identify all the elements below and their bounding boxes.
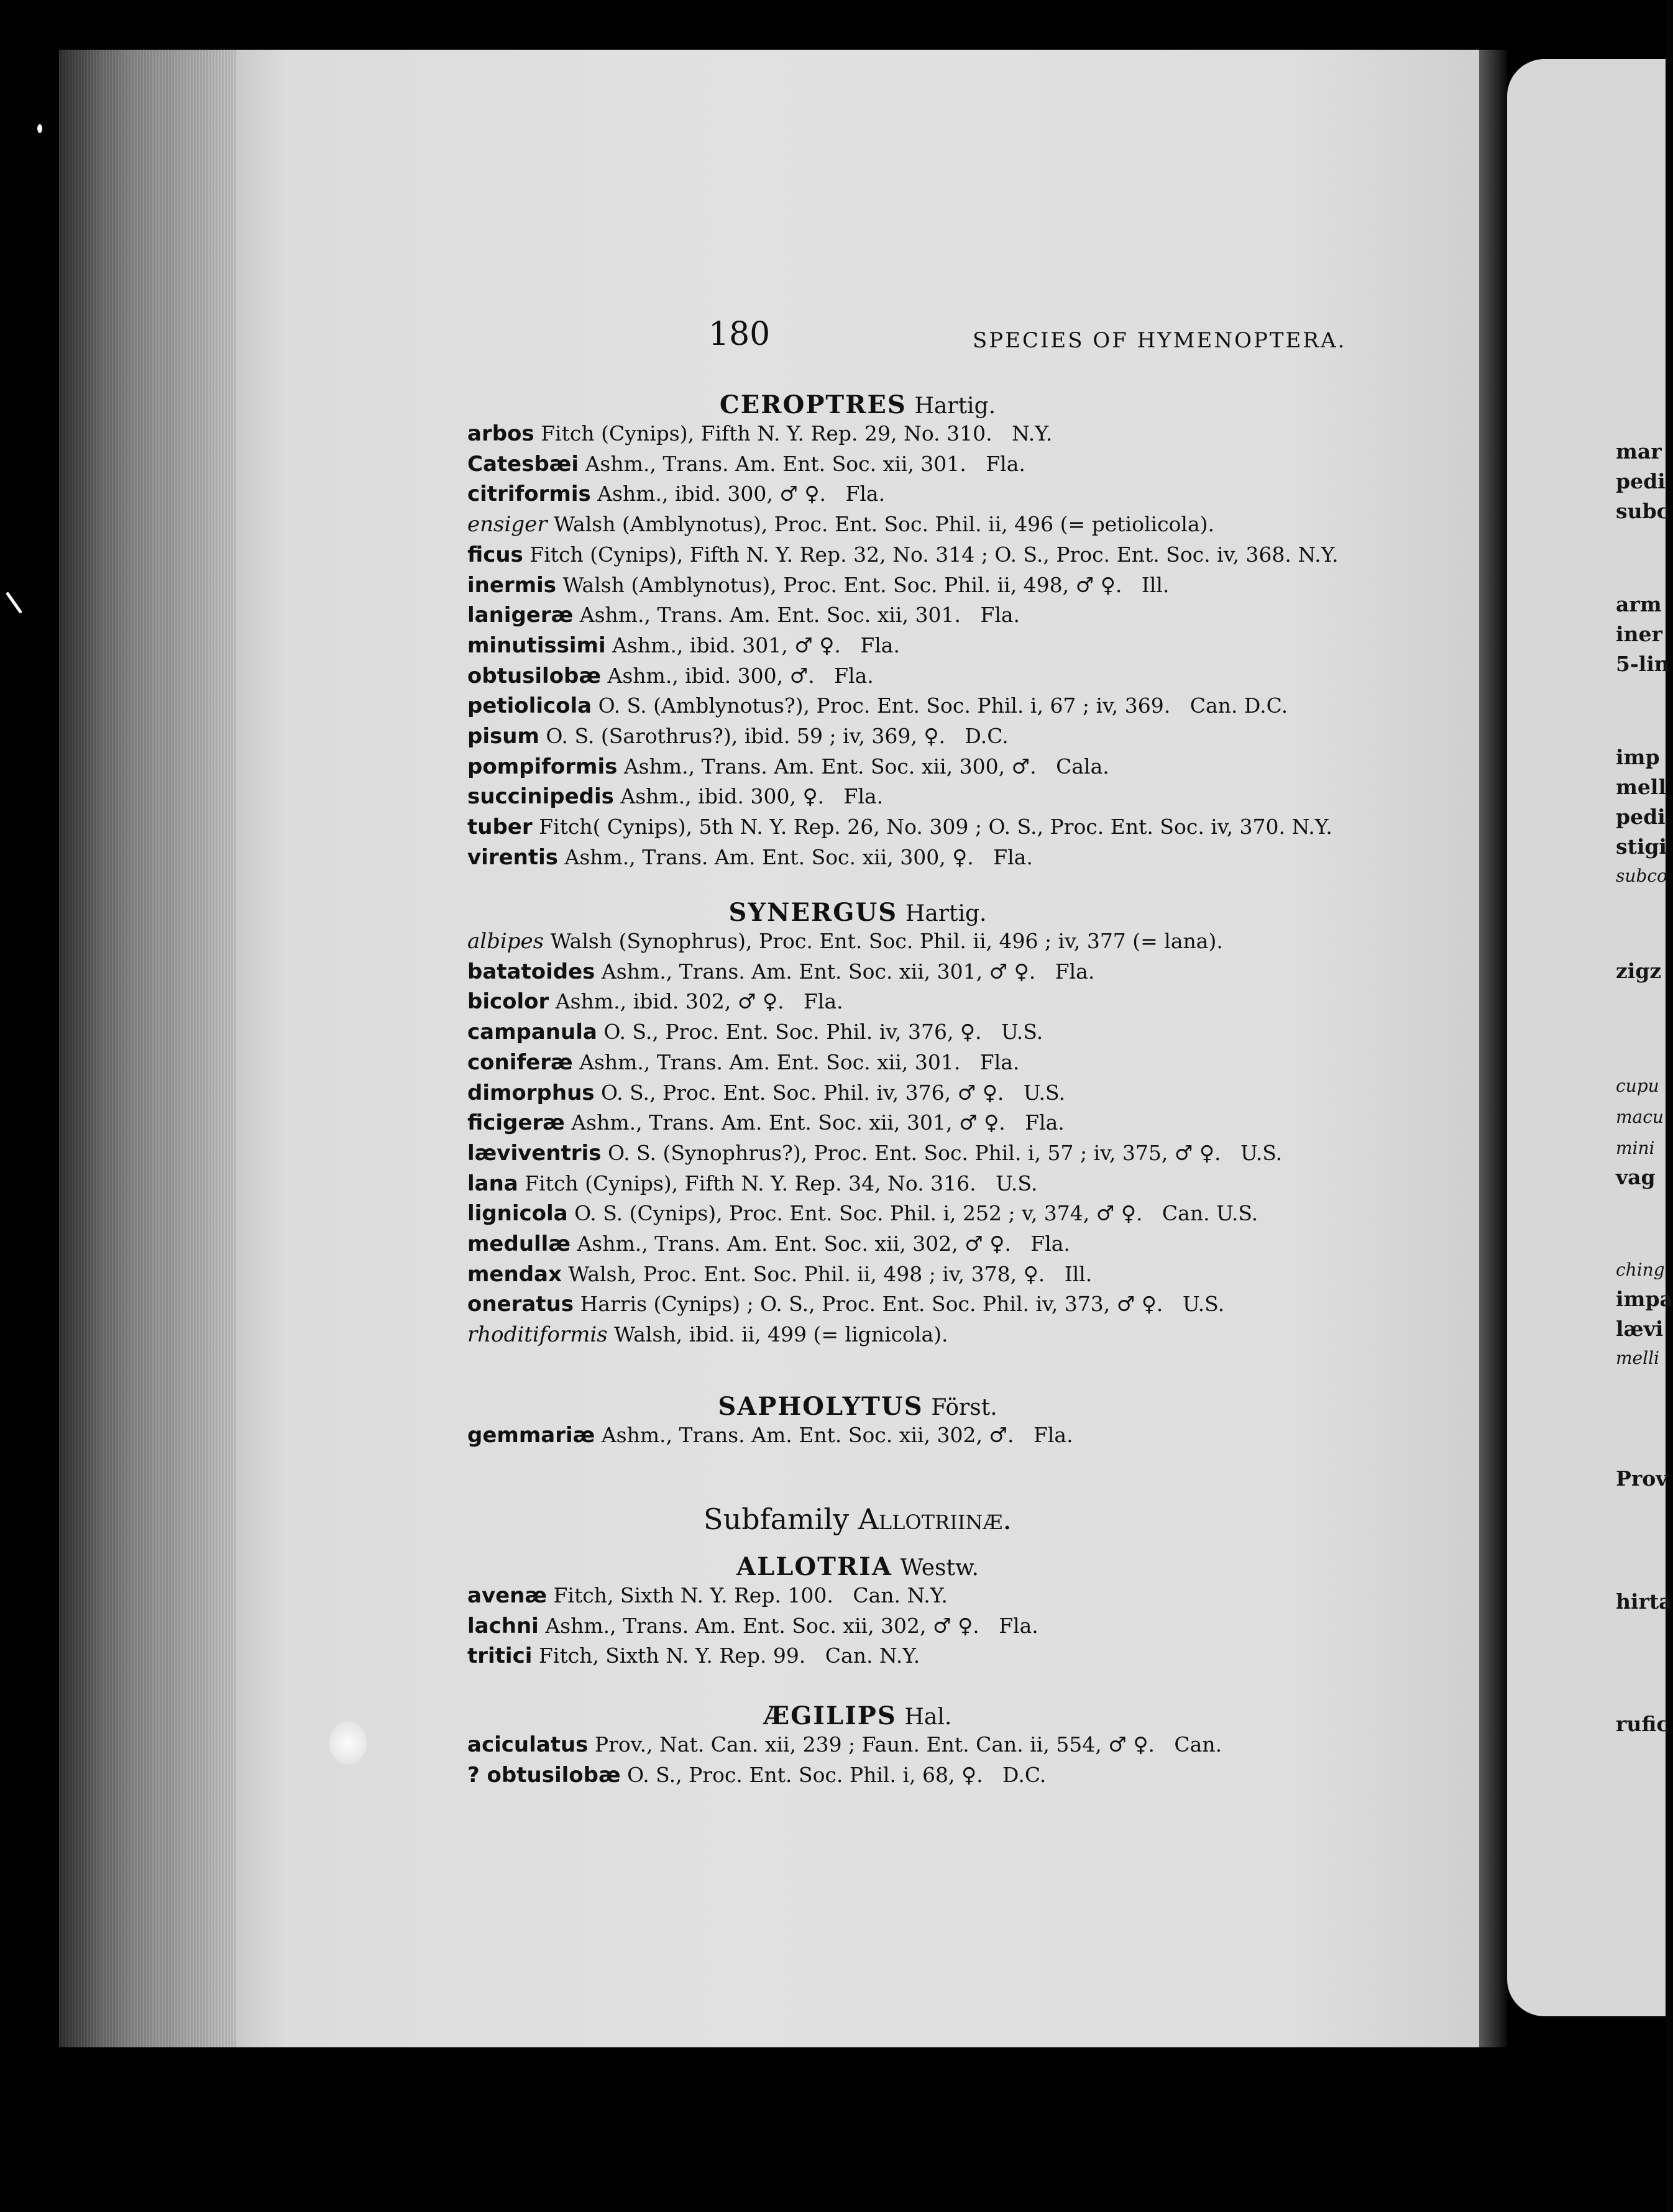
genus-author: Hal.	[904, 1704, 952, 1730]
facing-page-fragment: impa	[1616, 1287, 1673, 1311]
species-name: oneratus	[467, 1292, 574, 1317]
species-name: succinipedis	[467, 784, 614, 810]
facing-page-fragment: melli	[1616, 1348, 1659, 1368]
species-name: ficigeræ	[467, 1110, 565, 1136]
species-entry	[467, 1292, 1224, 1317]
species-citation: Fitch, Sixth N. Y. Rep. 100. Can. N.Y.	[547, 1583, 948, 1607]
species-entry	[467, 1262, 1092, 1287]
species-name: virentis	[467, 844, 558, 870]
facing-page-fragment: mini	[1616, 1138, 1655, 1158]
genus-name: ALLOTRIA	[736, 1552, 892, 1581]
facing-page-fragment: zigz	[1616, 959, 1662, 983]
species-name: pisum	[467, 724, 539, 749]
species-name: lignicola	[467, 1201, 568, 1227]
species-citation: O. S., Proc. Ent. Soc. Phil. i, 68, ♀. D.C.	[620, 1762, 1047, 1787]
species-entry	[467, 1081, 1065, 1105]
species-citation: Ashm., Trans. Am. Ent. Soc. xii, 302, ♂ ♀. Fla.	[538, 1613, 1038, 1638]
species-name: batatoides	[467, 959, 595, 984]
facing-page-fragment: pedi	[1616, 469, 1666, 493]
species-name: ensiger	[467, 512, 548, 537]
species-name: lana	[467, 1171, 518, 1196]
species-name: mendax	[467, 1261, 562, 1287]
species-name: campanula	[467, 1020, 597, 1045]
species-entry	[467, 754, 1109, 779]
species-citation: O. S. (Amblynotus?), Proc. Ent. Soc. Phil. i, 67 ; iv, 369. Can. D.C.	[592, 693, 1288, 718]
facing-page-fragment: macu	[1616, 1107, 1664, 1127]
species-citation: Ashm., ibid. 300, ♂. Fla.	[601, 663, 874, 688]
species-entry	[467, 1232, 1070, 1256]
species-citation: Ashm., Trans. Am. Ent. Soc. xii, 301, ♂ ♀. Fla.	[564, 1110, 1065, 1135]
species-name: lachni	[467, 1613, 539, 1638]
facing-page-fragment: 5-lin	[1616, 652, 1669, 676]
species-entry	[467, 573, 1169, 598]
species-name: lanigeræ	[467, 603, 574, 628]
genus-heading	[236, 898, 1479, 927]
film-glare	[329, 1721, 367, 1765]
facing-page-fragment: subc	[1616, 499, 1669, 523]
species-citation: Ashm., Trans. Am. Ent. Soc. xii, 301. Fla.	[579, 451, 1025, 476]
species-entry	[467, 1171, 1037, 1196]
species-name: ? obtusilobæ	[467, 1762, 621, 1788]
species-entry	[467, 1763, 1046, 1788]
species-entry	[467, 542, 1339, 567]
species-name: avenæ	[467, 1583, 547, 1608]
species-name: citriformis	[467, 482, 591, 507]
species-citation: Ashm., Trans. Am. Ent. Soc. xii, 301, ♂ ♀. Fla.	[595, 959, 1095, 984]
subfamily-prefix: Subfamily	[703, 1502, 850, 1536]
facing-page-fragment: hirta	[1616, 1589, 1672, 1614]
species-name: Catesbæi	[467, 451, 579, 477]
species-name: arbos	[467, 421, 534, 446]
species-citation: Walsh (Synophrus), Proc. Ent. Soc. Phil. ii, 496 ; iv, 377 (= lana).	[544, 929, 1223, 953]
species-name: bicolor	[467, 989, 549, 1015]
facing-page-fragment: cupu	[1616, 1076, 1659, 1096]
species-entry	[467, 929, 1223, 954]
species-citation: Harris (Cynips) ; O. S., Proc. Ent. Soc. Phil. iv, 373, ♂ ♀. U.S.	[574, 1292, 1225, 1317]
species-citation: Fitch (Cynips), Fifth N. Y. Rep. 29, No. 310. N.Y.	[534, 421, 1053, 446]
species-entry	[467, 724, 1009, 749]
species-name: gemmariæ	[467, 1423, 595, 1448]
species-citation: Ashm., Trans. Am. Ent. Soc. xii, 302, ♂ ♀. Fla.	[570, 1232, 1070, 1256]
species-citation: O. S., Proc. Ent. Soc. Phil. iv, 376, ♀. U.S.	[597, 1020, 1043, 1044]
facing-page-fragment: mar	[1616, 439, 1662, 464]
species-citation: O. S., Proc. Ent. Soc. Phil. iv, 376, ♂ ♀. U.S.	[594, 1080, 1065, 1105]
species-citation: Walsh (Amblynotus), Proc. Ent. Soc. Phil. ii, 498, ♂ ♀. Ill.	[556, 572, 1170, 597]
genus-name: SAPHOLYTUS	[718, 1392, 924, 1421]
facing-page-fragment: imp	[1616, 745, 1660, 769]
genus-name: SYNERGUS	[728, 898, 898, 927]
species-citation: Fitch, Sixth N. Y. Rep. 99. Can. N.Y.	[532, 1643, 920, 1668]
species-citation: O. S. (Cynips), Proc. Ent. Soc. Phil. i, 252 ; v, 374, ♂ ♀. Can. U.S.	[567, 1201, 1258, 1226]
species-entry	[467, 1322, 948, 1347]
species-entry	[467, 1050, 1019, 1075]
species-entry	[467, 633, 900, 658]
species-name: coniferæ	[467, 1049, 573, 1075]
genus-heading	[236, 390, 1479, 419]
species-entry	[467, 1643, 920, 1668]
facing-page-fragment: vag	[1616, 1165, 1656, 1189]
species-entry	[467, 1141, 1282, 1166]
page-number: 180	[708, 316, 771, 353]
species-name: obtusilobæ	[467, 663, 602, 688]
species-entry	[467, 693, 1288, 718]
species-citation: Ashm., Trans. Am. Ent. Soc. xii, 300, ♀. Fla.	[558, 844, 1033, 869]
species-entry	[467, 784, 883, 809]
facing-page-fragment: iner	[1616, 622, 1662, 646]
genus-heading	[236, 1552, 1479, 1581]
facing-page-fragment: ching	[1616, 1259, 1665, 1280]
genus-name: ÆGILIPS	[763, 1701, 897, 1730]
species-entry	[467, 452, 1025, 477]
species-entry	[467, 1201, 1258, 1226]
species-citation: Walsh, ibid. ii, 499 (= lignicola).	[607, 1322, 948, 1347]
species-entry	[467, 603, 1020, 628]
book-page	[236, 50, 1479, 2047]
species-citation: Walsh (Amblynotus), Proc. Ent. Soc. Phil. ii, 496 (= petiolicola).	[547, 512, 1215, 537]
species-citation: Ashm., ibid. 301, ♂ ♀. Fla.	[605, 633, 900, 657]
species-name: dimorphus	[467, 1080, 595, 1105]
species-entry	[467, 845, 1033, 870]
species-name: minutissimi	[467, 633, 606, 658]
facing-page-fragment: subco	[1616, 866, 1667, 886]
species-citation: Ashm., ibid. 302, ♂ ♀. Fla.	[549, 989, 843, 1014]
species-name: medullæ	[467, 1232, 571, 1256]
species-name: rhoditiformis	[467, 1322, 608, 1348]
species-entry	[467, 1614, 1038, 1638]
book-gutter	[1479, 50, 1507, 2047]
genus-heading	[236, 1392, 1479, 1421]
species-name: tritici	[467, 1643, 533, 1669]
genus-author: Hartig.	[905, 901, 987, 926]
species-entry	[467, 1020, 1043, 1044]
facing-page-fragment: pedi	[1616, 805, 1666, 829]
species-citation: Fitch (Cynips), Fifth N. Y. Rep. 34, No. 316. U.S.	[518, 1171, 1038, 1195]
species-entry	[467, 1423, 1073, 1448]
species-entry	[467, 959, 1094, 984]
species-entry	[467, 1583, 948, 1608]
species-name: albipes	[467, 929, 544, 954]
species-name: petiolicola	[467, 693, 592, 719]
species-citation: Ashm., Trans. Am. Ent. Soc. xii, 300, ♂. Cala.	[617, 754, 1109, 779]
genus-heading	[236, 1701, 1479, 1730]
species-citation: Fitch (Cynips), Fifth N. Y. Rep. 32, No. 314 ; O. S., Proc. Ent. Soc. iv, 368. N.Y.	[523, 542, 1339, 567]
species-entry	[467, 482, 885, 506]
species-citation: Fitch( Cynips), 5th N. Y. Rep. 26, No. 309 ; O. S., Proc. Ent. Soc. iv, 370. N.Y.	[532, 815, 1332, 839]
genus-author: Hartig.	[914, 393, 996, 419]
species-citation: Ashm., Trans. Am. Ent. Soc. xii, 301. Fla.	[572, 1049, 1020, 1074]
species-entry	[467, 664, 874, 688]
species-citation: O. S. (Synophrus?), Proc. Ent. Soc. Phil. i, 57 ; iv, 375, ♂ ♀. U.S.	[601, 1140, 1283, 1165]
species-entry	[467, 1732, 1222, 1757]
species-citation: Prov., Nat. Can. xii, 239 ; Faun. Ent. Can. ii, 554, ♂ ♀. Can.	[588, 1732, 1222, 1757]
genus-author: Först.	[931, 1395, 997, 1420]
subfamily-heading	[236, 1502, 1479, 1536]
running-head: SPECIES OF HYMENOPTERA.	[973, 328, 1347, 353]
species-entry	[467, 512, 1214, 537]
species-citation: Ashm., Trans. Am. Ent. Soc. xii, 302, ♂. Fla.	[595, 1423, 1073, 1447]
facing-page	[1507, 59, 1673, 2016]
species-citation: Walsh, Proc. Ent. Soc. Phil. ii, 498 ; iv, 378, ♀. Ill.	[561, 1261, 1093, 1286]
subfamily-name: Allotriinæ.	[858, 1502, 1012, 1536]
facing-page-fragment: rufic	[1616, 1712, 1669, 1736]
species-citation: Ashm., Trans. Am. Ent. Soc. xii, 301. Fla.	[573, 603, 1020, 628]
genus-name: CEROPTRES	[719, 390, 907, 419]
page-stack-edge	[59, 50, 236, 2047]
species-name: aciculatus	[467, 1732, 589, 1757]
species-citation: Ashm., ibid. 300, ♂ ♀. Fla.	[590, 482, 886, 506]
facing-page-fragment: stigi	[1616, 834, 1667, 859]
species-entry	[467, 1110, 1065, 1135]
film-speck	[37, 124, 42, 133]
species-citation: O. S. (Sarothrus?), ibid. 59 ; iv, 369, ♀. D.C.	[539, 724, 1009, 748]
facing-page-fragment: Prov	[1616, 1466, 1668, 1491]
species-name: pompiformis	[467, 754, 618, 779]
species-entry	[467, 421, 1052, 446]
genus-author: Westw.	[900, 1555, 979, 1581]
species-entry	[467, 815, 1332, 839]
facing-page-fragment: arm	[1616, 592, 1662, 616]
species-entry	[467, 989, 843, 1014]
species-name: tuber	[467, 815, 533, 840]
species-name: ficus	[467, 542, 523, 567]
facing-page-fragment: mell	[1616, 775, 1666, 799]
species-name: læviventris	[467, 1140, 602, 1166]
species-citation: Ashm., ibid. 300, ♀. Fla.	[613, 784, 884, 809]
species-name: inermis	[467, 572, 557, 598]
facing-page-fragment: lævi	[1616, 1317, 1664, 1341]
